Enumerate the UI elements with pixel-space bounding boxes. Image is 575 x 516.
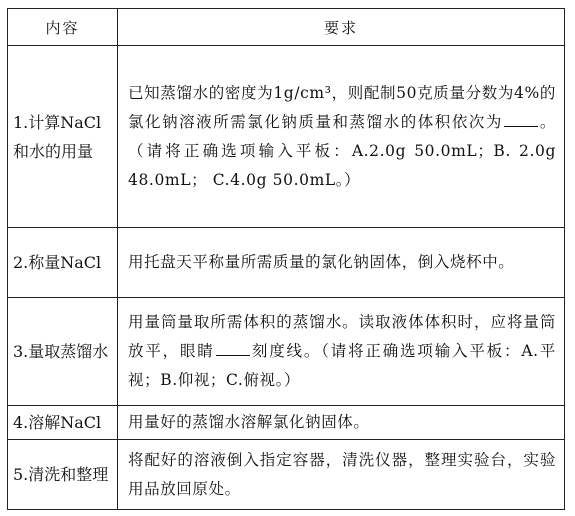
table-row — [8, 406, 565, 440]
requirement-text: 用量筒量取所需体积的蒸馏水。读取液体体积时，应将量筒放平，眼睛 — [128, 313, 556, 360]
step-requirement: 用量好的蒸馏水溶解氯化钠固体。 — [118, 406, 565, 440]
step-label: 1.计算NaCl和水的用量 — [8, 46, 118, 228]
header-content: 内容 — [8, 9, 118, 46]
step-label: 3.量取蒸馏水 — [8, 298, 118, 406]
table-header-row — [8, 9, 565, 46]
step-requirement — [118, 46, 565, 228]
table-row — [8, 298, 565, 406]
requirement-text: 刻度线。（请将正确选项输入平板：A.平视；B.仰视；C.俯视。） — [128, 342, 556, 389]
table-row — [8, 46, 565, 228]
document-page — [7, 8, 564, 510]
table-row — [8, 228, 565, 298]
step-label: 2.称量NaCl — [8, 228, 118, 298]
step-label: 4.溶解NaCl — [8, 406, 118, 440]
procedure-table — [7, 8, 565, 510]
answer-blank — [216, 341, 250, 356]
step-requirement: 用托盘天平称量所需质量的氯化钠固体，倒入烧杯中。 — [118, 228, 565, 298]
header-requirement: 要求 — [118, 9, 565, 46]
step-requirement — [118, 298, 565, 406]
requirement-text: 已知蒸馏水的密度为1g/cm³，则配制50克质量分数为4%的氯化钠溶液所需氯化钠质量和蒸馏水的体积依次为 — [128, 83, 556, 131]
requirement-text: 。（请将正确选项输入平板：A.2.0g 50.0mL；B. 2.0g 48.0mL； C.4.0g 50.0mL。） — [128, 112, 556, 189]
table-row — [8, 440, 565, 510]
answer-blank — [504, 112, 538, 127]
step-label: 5.清洗和整理 — [8, 440, 118, 510]
step-requirement: 将配好的溶液倒入指定容器，清洗仪器，整理实验台，实验用品放回原处。 — [118, 440, 565, 510]
